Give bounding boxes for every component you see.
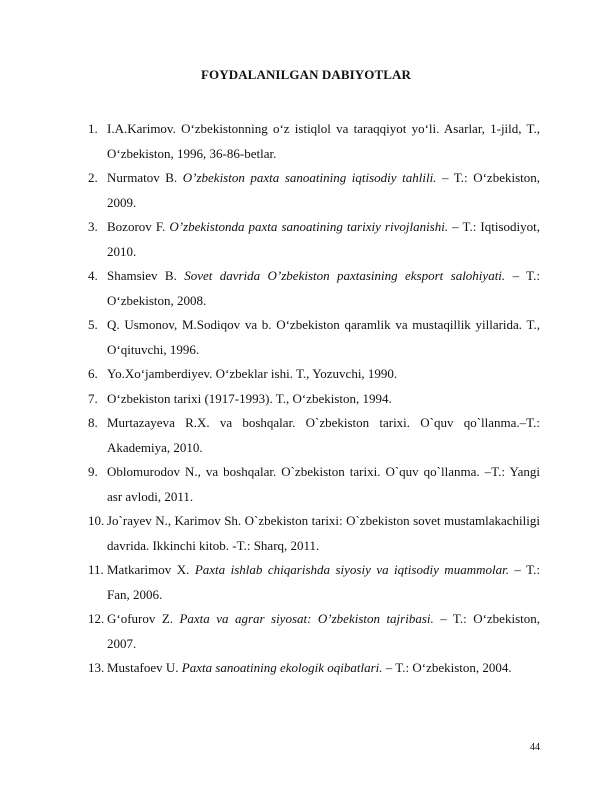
reference-publisher: – T.: O‘zbekiston, 2007. — [107, 611, 540, 651]
reference-publisher: – T.: O‘zbekiston, 2004. — [382, 660, 512, 675]
reference-item — [88, 264, 540, 313]
reference-title: Paxta sanoatining ekologik oqibatlari. — [181, 660, 383, 675]
reference-item — [88, 313, 540, 362]
reference-title: Paxta ishlab chiqarishda siyosiy va iqtisodiy muammolar. — [194, 562, 509, 577]
reference-item — [88, 607, 540, 656]
reference-text: Yo.Xo‘jamberdiyev. O‘zbeklar ishi. T., Yozuvchi, 1990. — [107, 366, 398, 381]
reference-number: 13. — [88, 660, 105, 675]
reference-number: 3. — [88, 219, 98, 234]
reference-item — [88, 362, 540, 387]
reference-text: Matkarimov X. — [107, 562, 195, 577]
reference-number: 6. — [88, 366, 98, 381]
reference-item — [88, 215, 540, 264]
reference-publisher: – T.: Iqtisodiyot, 2010. — [107, 219, 540, 259]
reference-text: G‘ofurov Z. — [107, 611, 180, 626]
reference-number: 1. — [88, 121, 98, 136]
reference-number: 11. — [88, 562, 104, 577]
reference-number: 5. — [88, 317, 98, 332]
reference-title: O’zbekistonda paxta sanoatining tarixiy rivojlanishi. — [169, 219, 449, 234]
reference-number: 12. — [88, 611, 105, 626]
page-title: FOYDALANILGAN DABIYOTLAR — [200, 67, 412, 82]
reference-title: Sovet davrida O’zbekiston paxtasining eksport salohiyati. — [184, 268, 506, 283]
reference-publisher: – T.: O‘zbekiston, 2009. — [107, 170, 540, 210]
reference-item — [88, 460, 540, 509]
reference-number: 9. — [88, 464, 98, 479]
reference-text: Mustafoev U. — [107, 660, 182, 675]
reference-text: Jo`rayev N., Karimov Sh. O`zbekiston tarixi: O`zbekiston sovet mustamlakachiligi davrida. Ikkinchi kitob. -T.: Sharq, 2011. — [107, 513, 540, 553]
reference-text: I.A.Karimov. O‘zbekistonning o‘z istiqlol va taraqqiyot yo‘li. Asarlar, 1-jild, T., O‘zbekiston, 1996, 36-86-betlar. — [107, 121, 540, 161]
reference-text: Shamsiev B. — [107, 268, 185, 283]
reference-title: O’zbekiston paxta sanoatining iqtisodiy tahlili. — [182, 170, 437, 185]
reference-item — [88, 166, 540, 215]
reference-number: 7. — [88, 390, 98, 406]
reference-title: Paxta va agrar siyosat: O’zbekiston tajribasi. — [179, 611, 434, 626]
reference-text: Nurmatov B. — [107, 170, 183, 185]
reference-publisher: – T.: Fan, 2006. — [107, 562, 540, 602]
reference-publisher: – T.: O‘zbekiston, 2008. — [107, 268, 540, 308]
reference-item — [88, 411, 540, 460]
reference-number: 10. — [88, 513, 105, 528]
reference-item — [88, 558, 540, 607]
reference-number: 8. — [88, 415, 98, 430]
reference-list — [88, 117, 540, 681]
reference-item — [88, 656, 540, 681]
reference-number: 2. — [88, 170, 98, 185]
reference-number: 4. — [88, 268, 98, 283]
reference-text: Murtazayeva R.X. va boshqalar. O`zbekiston tarixi. O`quv qo`llanma.–T.: Akademiya, 2010. — [107, 415, 540, 455]
reference-item — [88, 509, 540, 558]
reference-text: Q. Usmonov, M.Sodiqov va b. O‘zbekiston qaramlik va mustaqillik yillarida. T., O‘qituvchi, 1996. — [107, 317, 540, 357]
reference-text: Oblomurodov N., va boshqalar. O`zbekiston tarixi. O`quv qo`llanma. –T.: Yangi asr avlodi, 2011. — [107, 464, 540, 504]
reference-text: Bozorov F. — [107, 219, 170, 234]
page-number: 44 — [530, 742, 540, 753]
reference-item — [88, 117, 540, 166]
reference-item — [88, 387, 540, 412]
reference-text: O‘zbekiston tarixi (1917-1993). T., O‘zbekiston, 1994. — [107, 390, 392, 406]
